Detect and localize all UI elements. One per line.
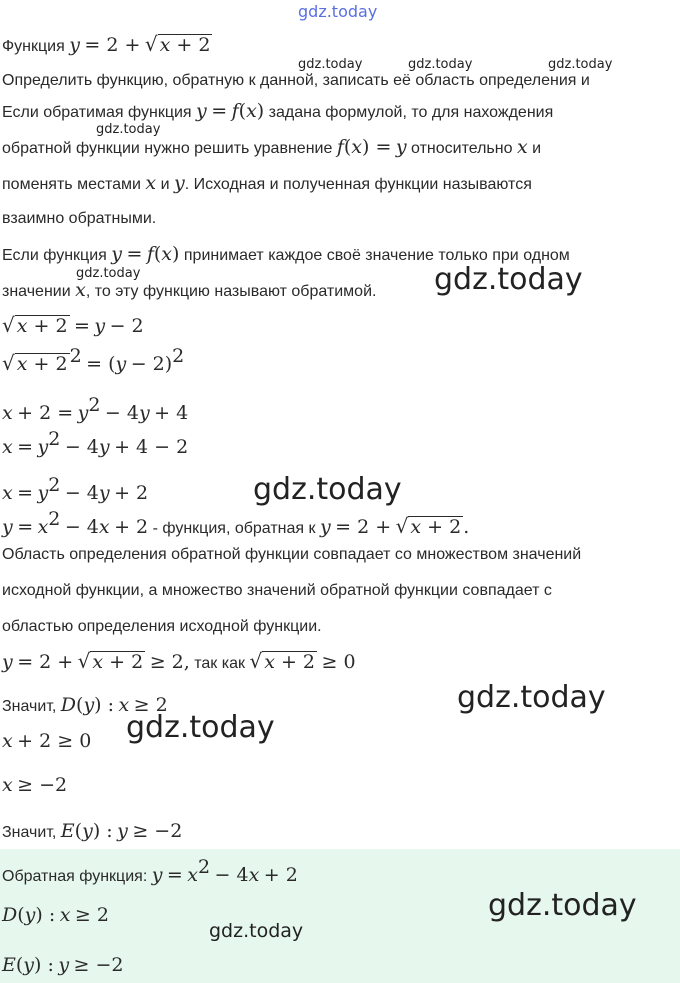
theory-line-1: Если обратимая функция y = f(x) задана формулой, то для нахождения <box>2 100 554 122</box>
theory-line-3: поменять местами x и y. Исходная и полученная функции называются <box>2 172 532 194</box>
watermark: gdz.today <box>126 710 275 745</box>
theory-line-6: значении x, то эту функцию называют обратимой. <box>2 279 377 301</box>
watermark: gdz.today <box>298 57 363 72</box>
equation-5: $x = y^2 - 4y + 2$ <box>2 474 149 504</box>
inequality-1: x + 2 ≥ 0 <box>2 730 92 752</box>
theory-line-5: Если функция y = f(x) принимает каждое своё значение только при одном <box>2 243 570 265</box>
answer-domain: D(y) : x ≥ 2 <box>2 904 109 926</box>
task-text: Определить функцию, обратную к данной, записать её область определения и <box>2 72 590 89</box>
theory-line-2: обратной функции нужно решить уравнение f(x) = y относительно x и <box>2 136 542 158</box>
domain-text-1: Область определения обратной функции совпадает со множеством значений <box>2 546 582 563</box>
watermark-top: gdz.today <box>298 2 378 21</box>
answer-range: E(y) : y ≥ −2 <box>2 954 124 976</box>
domain-text-2: исходной функции, а множество значений обратной функции совпадает с <box>2 582 552 599</box>
equation-1: √ x + 2 = y − 2 <box>2 313 144 337</box>
watermark: gdz.today <box>96 122 161 137</box>
watermark: gdz.today <box>76 266 141 281</box>
equation-4: $x = y^2 - 4y + 4 - 2$ <box>2 428 189 458</box>
answer-function: Обратная функция: $y = x^2 - 4x + 2$ <box>2 856 298 886</box>
inequality-2: x ≥ −2 <box>2 774 68 796</box>
therefore-range: Значит, E(y) : y ≥ −2 <box>2 820 183 842</box>
equation-2: √ x + 2 $^2 = (y - 2)^2$ <box>2 345 185 375</box>
watermark: gdz.today <box>209 920 304 942</box>
watermark: gdz.today <box>408 57 473 72</box>
inverse-result: $y = x^2 - 4x + 2$ - функция, обратная к y = 2 + √ x + 2 . <box>2 508 470 538</box>
watermark: gdz.today <box>548 57 613 72</box>
watermark: gdz.today <box>434 262 583 297</box>
function-label: Функция <box>2 38 65 55</box>
watermark: gdz.today <box>253 472 402 507</box>
therefore-domain: Значит, D(y) : x ≥ 2 <box>2 694 168 716</box>
range-inequality: y = 2 + √ x + 2 ≥ 2, так как √ x + 2 ≥ 0 <box>2 649 356 673</box>
domain-text-3: областью определения исходной функции. <box>2 618 322 635</box>
equation-3: $x + 2 = y^2 - 4y + 4$ <box>2 394 189 424</box>
watermark: gdz.today <box>457 680 606 715</box>
theory-line-4: взаимно обратными. <box>2 210 157 227</box>
watermark: gdz.today <box>488 888 637 923</box>
function-definition: Функция y = 2 + √ x + 2 <box>2 32 211 56</box>
